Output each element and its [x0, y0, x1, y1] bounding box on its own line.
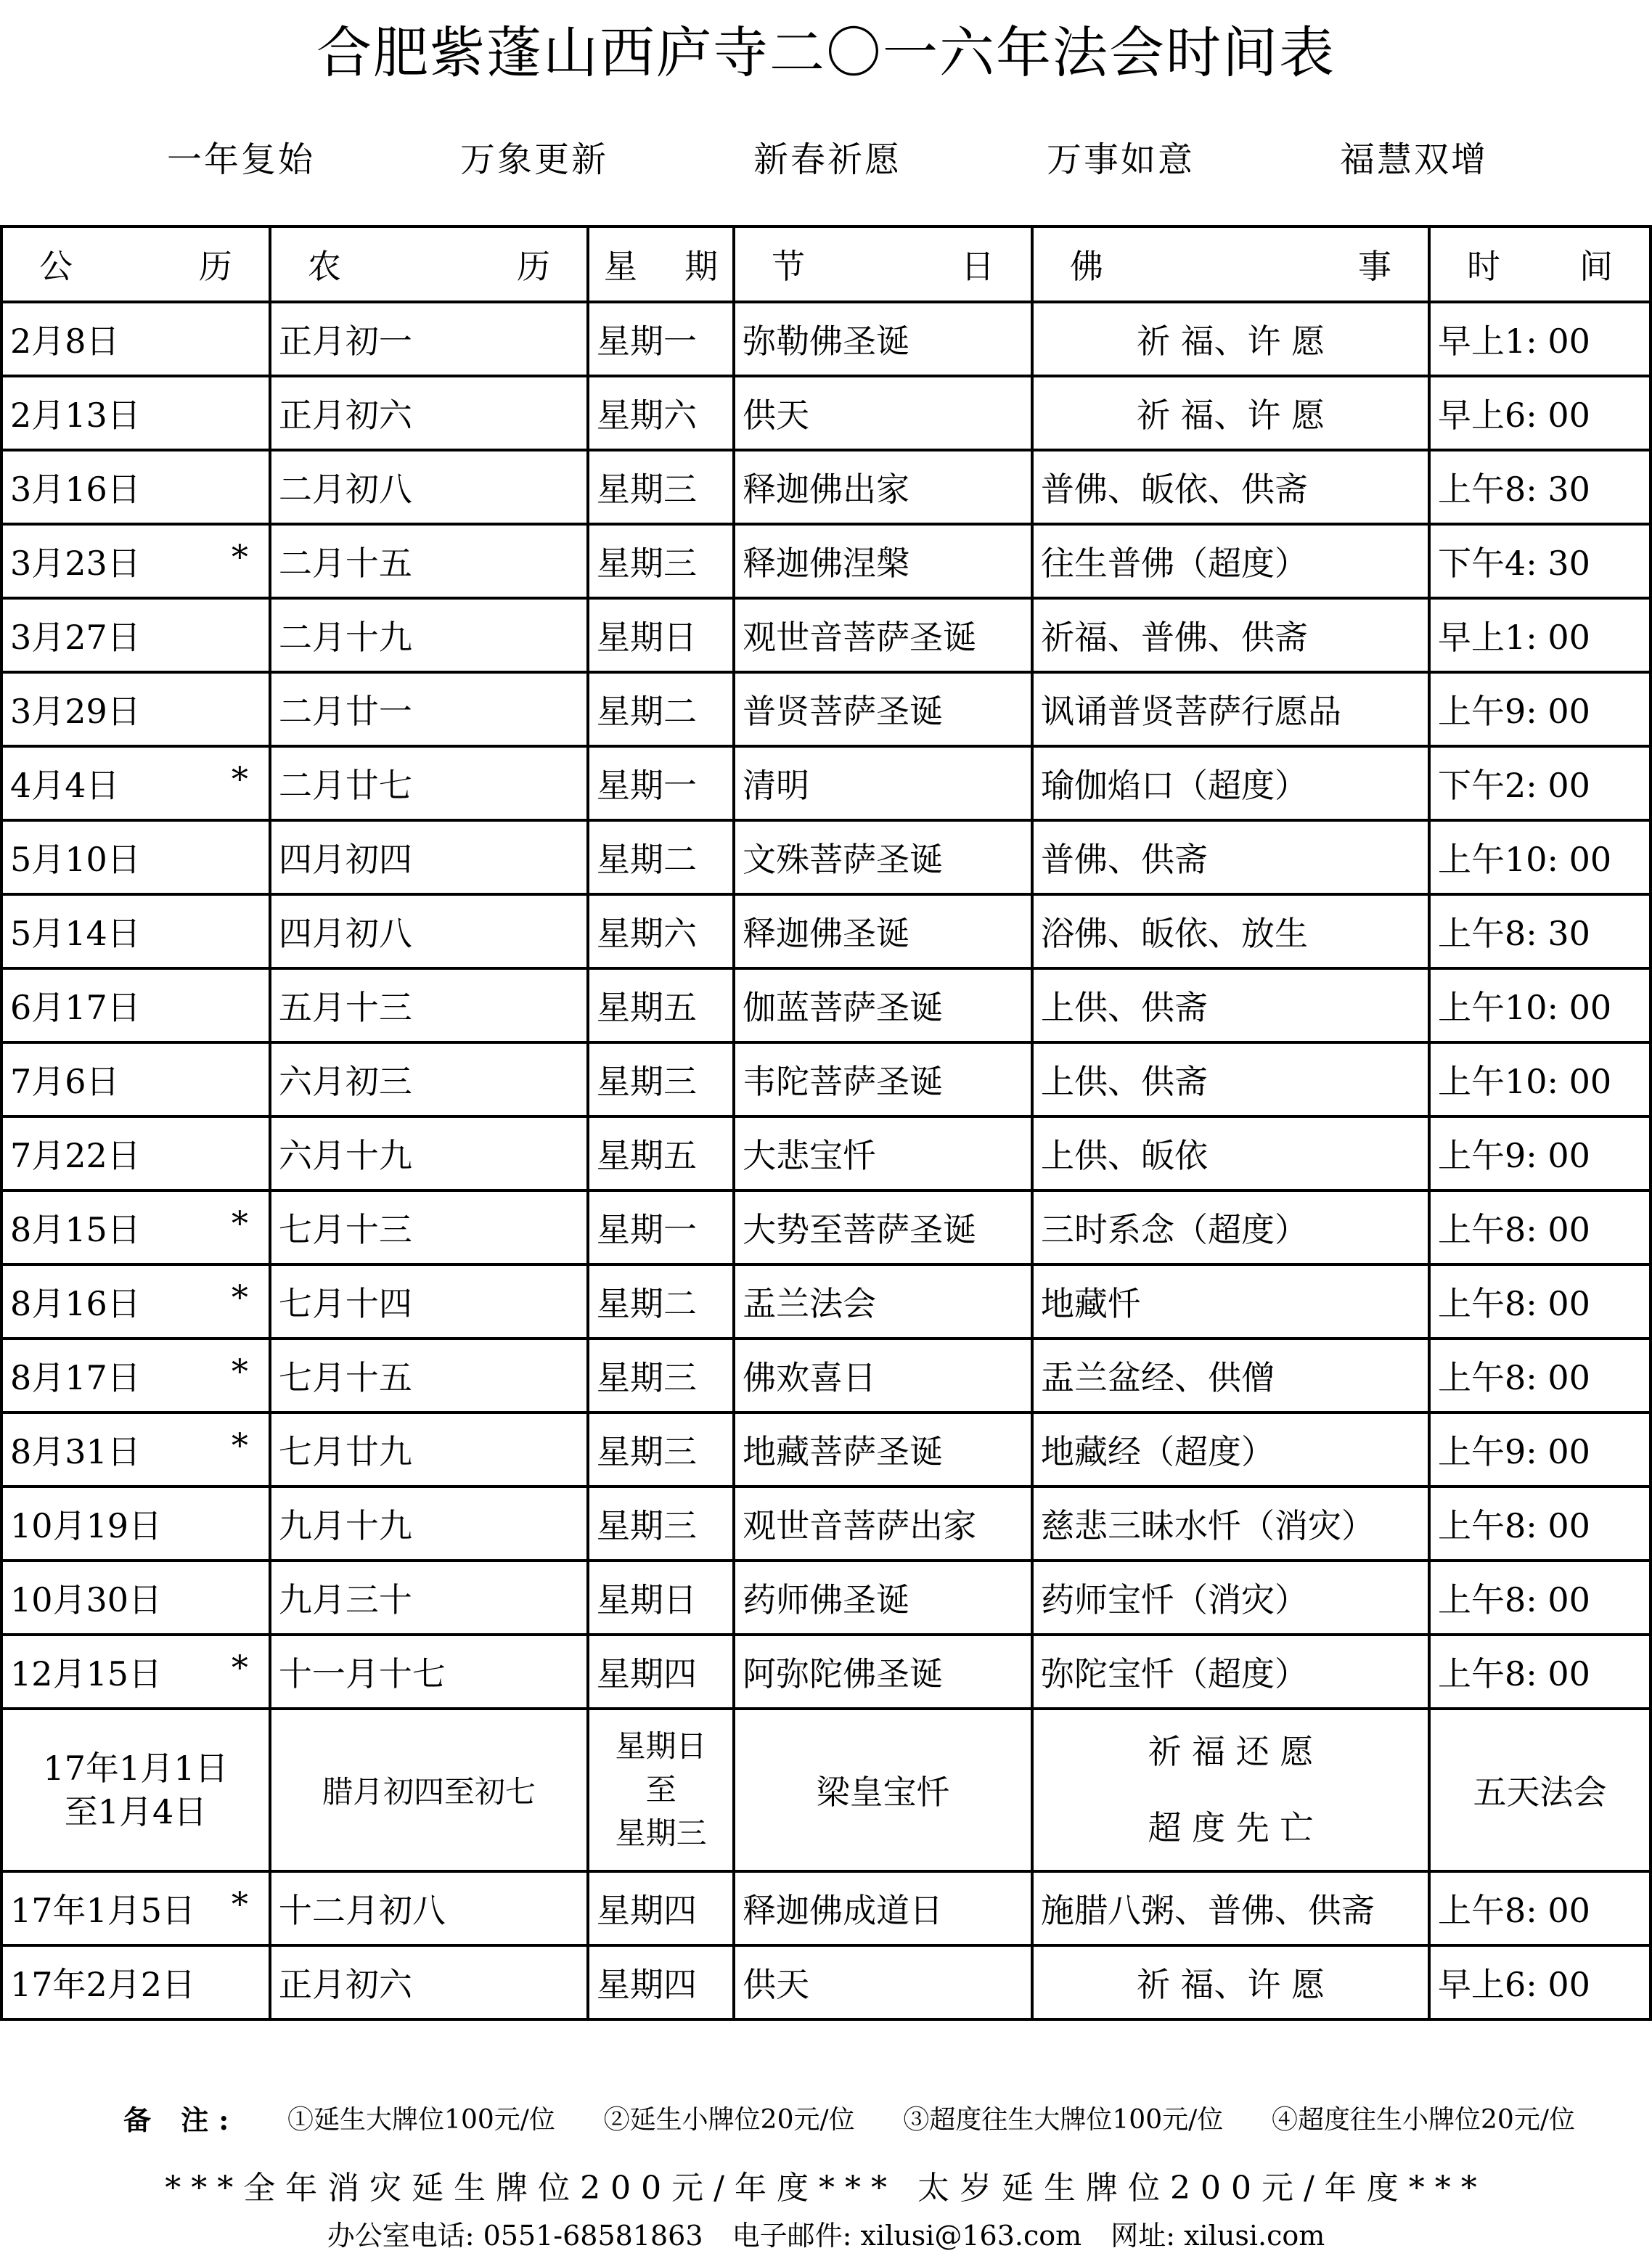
- weekday: 星期二: [588, 820, 734, 894]
- header-time: [1429, 226, 1651, 302]
- lunar-date: 二月廿七: [270, 746, 588, 820]
- festival: 供天: [734, 1945, 1032, 2019]
- solar-date-cell: [1, 1264, 270, 1339]
- weekday: 星期三: [588, 1339, 734, 1413]
- solar-date: 2月13日: [10, 396, 141, 435]
- solar-date-cell: [1, 1413, 270, 1487]
- weekday: 星期日: [588, 1561, 734, 1635]
- solar-date-cell: [1, 820, 270, 894]
- solar-date: 8月17日: [10, 1358, 141, 1397]
- weekday: 星期二: [588, 1264, 734, 1339]
- special-mark: [248, 1129, 261, 1177]
- solar-date-cell: [1, 1116, 270, 1190]
- solar-date: 3月29日: [10, 692, 141, 731]
- header-solar-date: [1, 226, 270, 302]
- special-mark: *: [231, 759, 248, 798]
- header-time-b: 间: [1579, 247, 1613, 286]
- header-solar-date-b: 历: [198, 247, 232, 286]
- festival: 阿弥陀佛圣诞: [734, 1635, 1032, 1709]
- solar-date: 12月15日: [10, 1654, 163, 1693]
- header-weekday-b: 期: [684, 247, 719, 286]
- service: 往生普佛（超度）: [1032, 524, 1429, 598]
- remarks-label: 备 注:: [123, 2104, 240, 2136]
- header-festival-b: 日: [960, 247, 994, 286]
- schedule-table: [0, 225, 1652, 2021]
- weekday: 星期六: [588, 894, 734, 968]
- solar-date: 7月6日: [10, 1062, 120, 1101]
- table-row: [1, 524, 1651, 598]
- table-row: [1, 1487, 1651, 1561]
- lunar-date: 七月十三: [270, 1190, 588, 1264]
- solar-date-cell: [1, 1042, 270, 1116]
- service: 祈 福、许 愿: [1032, 376, 1429, 450]
- time: 上午8: 00: [1429, 1190, 1651, 1264]
- weekday: 星期二: [588, 672, 734, 746]
- solar-date: 8月31日: [10, 1432, 141, 1471]
- time: 早上6: 00: [1429, 376, 1651, 450]
- time: 下午2: 00: [1429, 746, 1651, 820]
- solar-date-cell: [1, 450, 270, 524]
- table-row: [1, 1413, 1651, 1487]
- header-service-b: 事: [1358, 247, 1391, 286]
- time: 上午8: 30: [1429, 450, 1651, 524]
- lunar-date: 四月初八: [270, 894, 588, 968]
- header-row: [1, 226, 1651, 302]
- festival: 弥勒佛圣诞: [734, 302, 1032, 376]
- solar-date: 5月10日: [10, 840, 141, 879]
- header-festival: [734, 226, 1032, 302]
- table-row: [1, 1561, 1651, 1635]
- remarks: [123, 2098, 1575, 2138]
- special-mark: [248, 981, 261, 1029]
- solar-date-cell: [1, 1561, 270, 1635]
- table-row: [1, 302, 1651, 376]
- lunar-date: 六月十九: [270, 1116, 588, 1190]
- festival: 观世音菩萨出家: [734, 1487, 1032, 1561]
- festival: 大势至菩萨圣诞: [734, 1190, 1032, 1264]
- solar-date: 17年1月5日: [10, 1891, 196, 1930]
- lunar-date: 六月初三: [270, 1042, 588, 1116]
- tail-rows: [1, 1871, 1651, 2019]
- festival: 韦陀菩萨圣诞: [734, 1042, 1032, 1116]
- service: 普佛、供斋: [1032, 820, 1429, 894]
- solar-date: 17年2月2日: [10, 1965, 196, 2004]
- festival: 盂兰法会: [734, 1264, 1032, 1339]
- table-row: [1, 1190, 1651, 1264]
- slogan-2: 万象更新: [459, 139, 608, 180]
- weekday: 星期三: [588, 1487, 734, 1561]
- special-weekday-line2: 至: [645, 1772, 676, 1807]
- time: 上午8: 00: [1429, 1561, 1651, 1635]
- time: 上午9: 00: [1429, 1116, 1651, 1190]
- table-row: [1, 450, 1651, 524]
- solar-date-cell: [1, 1190, 270, 1264]
- solar-date: 2月8日: [10, 322, 120, 361]
- remark-item-2: ②延生小牌位20元/位: [603, 2105, 855, 2135]
- plaque-pricing-line: ***全年消灾延生牌位200元/年度*** 太岁延生牌位200元/年度***: [165, 2170, 1487, 2207]
- special-mark: *: [231, 1648, 248, 1687]
- festival: 佛欢喜日: [734, 1339, 1032, 1413]
- time: 上午9: 00: [1429, 1413, 1651, 1487]
- slogan-5: 福慧双增: [1339, 139, 1488, 180]
- solar-date-cell: [1, 1339, 270, 1413]
- special-service-line2: 超 度 先 亡: [1148, 1808, 1314, 1847]
- service: 普佛、皈依、供斋: [1032, 450, 1429, 524]
- special-mark: [248, 1958, 261, 2006]
- special-mark: [248, 611, 261, 659]
- special-festival: 梁皇宝忏: [734, 1709, 1032, 1871]
- weekday: 星期一: [588, 746, 734, 820]
- service: 三时系念（超度）: [1032, 1190, 1429, 1264]
- special-date-line1: 17年1月1日: [43, 1749, 229, 1788]
- special-mark: *: [231, 1203, 248, 1243]
- solar-date-cell: [1, 894, 270, 968]
- special-mark: [248, 907, 261, 955]
- solar-date: 8月16日: [10, 1284, 141, 1323]
- weekday: 星期三: [588, 450, 734, 524]
- table-row: [1, 820, 1651, 894]
- lunar-date: 九月十九: [270, 1487, 588, 1561]
- time: 上午8: 30: [1429, 894, 1651, 968]
- festival: 大悲宝忏: [734, 1116, 1032, 1190]
- table-row: [1, 1042, 1651, 1116]
- special-lunar: 腊月初四至初七: [270, 1709, 588, 1871]
- solar-date: 10月19日: [10, 1506, 163, 1545]
- header-lunar-date-b: 历: [516, 247, 550, 286]
- festival: 文殊菩萨圣诞: [734, 820, 1032, 894]
- lunar-date: 正月初六: [270, 376, 588, 450]
- special-mark: [248, 463, 261, 511]
- solar-date: 4月4日: [10, 766, 120, 805]
- festival: 供天: [734, 376, 1032, 450]
- header-lunar-date: [270, 226, 588, 302]
- festival: 药师佛圣诞: [734, 1561, 1032, 1635]
- weekday: 星期三: [588, 524, 734, 598]
- time: 下午4: 30: [1429, 524, 1651, 598]
- weekday: 星期六: [588, 376, 734, 450]
- header-festival-a: 节: [772, 247, 806, 286]
- header-solar-date-a: 公: [39, 247, 73, 286]
- slogan-row: [167, 131, 1488, 189]
- lunar-date: 七月十四: [270, 1264, 588, 1339]
- special-mark: [248, 389, 261, 437]
- solar-date: 3月27日: [10, 618, 141, 657]
- special-mark: *: [231, 1278, 248, 1317]
- festival: 观世音菩萨圣诞: [734, 598, 1032, 672]
- page-title: 合肥紫蓬山西庐寺二〇一六年法会时间表: [316, 20, 1336, 85]
- time: 上午10: 00: [1429, 1042, 1651, 1116]
- solar-date: 7月22日: [10, 1136, 141, 1175]
- header-service: [1032, 226, 1429, 302]
- time: 上午10: 00: [1429, 820, 1651, 894]
- lunar-date: 二月廿一: [270, 672, 588, 746]
- office-phone: 办公室电话: 0551-68581863: [327, 2220, 703, 2252]
- weekday: 星期三: [588, 1042, 734, 1116]
- solar-date: 10月30日: [10, 1580, 163, 1619]
- time: 上午8: 00: [1429, 1635, 1651, 1709]
- festival: 释迦佛涅槃: [734, 524, 1032, 598]
- weekday: 星期日: [588, 598, 734, 672]
- time: 早上6: 00: [1429, 1945, 1651, 2019]
- table-row: [1, 376, 1651, 450]
- special-mark: [248, 685, 261, 733]
- special-mark: *: [231, 1884, 248, 1924]
- lunar-date: 七月十五: [270, 1339, 588, 1413]
- table-row: [1, 1264, 1651, 1339]
- time: 上午9: 00: [1429, 672, 1651, 746]
- lunar-date: 十二月初八: [270, 1871, 588, 1945]
- service: 地藏忏: [1032, 1264, 1429, 1339]
- weekday: 星期一: [588, 1190, 734, 1264]
- special-service-line1: 祈 福 还 愿: [1148, 1732, 1314, 1771]
- service: 瑜伽焰口（超度）: [1032, 746, 1429, 820]
- table-row: [1, 672, 1651, 746]
- special-mark: [248, 1574, 261, 1622]
- special-weekday-line1: 星期日: [615, 1728, 707, 1764]
- lunar-date: 正月初六: [270, 1945, 588, 2019]
- special-date: [1, 1709, 270, 1871]
- solar-date: 5月14日: [10, 914, 141, 953]
- festival: 伽蓝菩萨圣诞: [734, 968, 1032, 1042]
- remark-item-3: ③超度往生大牌位100元/位: [903, 2105, 1224, 2135]
- weekday: 星期五: [588, 968, 734, 1042]
- schedule-rows: [1, 302, 1651, 1709]
- lunar-date: 二月初八: [270, 450, 588, 524]
- header-lunar-date-a: 农: [307, 247, 341, 286]
- lunar-date: 四月初四: [270, 820, 588, 894]
- service: 上供、供斋: [1032, 1042, 1429, 1116]
- service: 上供、供斋: [1032, 968, 1429, 1042]
- email-address: 电子邮件: xilusi@163.com: [732, 2220, 1082, 2252]
- solar-date-cell: [1, 746, 270, 820]
- table-row: [1, 1635, 1651, 1709]
- festival: 释迦佛成道日: [734, 1871, 1032, 1945]
- header-weekday-a: 星: [603, 247, 637, 286]
- table-row: [1, 1116, 1651, 1190]
- table-row: [1, 894, 1651, 968]
- lunar-date: 十一月十七: [270, 1635, 588, 1709]
- table-row: [1, 598, 1651, 672]
- special-block: [1, 1709, 1651, 1871]
- time: 上午10: 00: [1429, 968, 1651, 1042]
- special-row: [1, 1709, 1651, 1871]
- table-row: [1, 1339, 1651, 1413]
- solar-date-cell: [1, 672, 270, 746]
- special-weekday-line3: 星期三: [615, 1815, 707, 1851]
- service: 浴佛、皈依、放生: [1032, 894, 1429, 968]
- special-mark: [248, 1055, 261, 1103]
- slogan-4: 万事如意: [1046, 139, 1195, 180]
- special-weekday: [588, 1709, 734, 1871]
- special-service: [1032, 1709, 1429, 1871]
- weekday: 星期三: [588, 1413, 734, 1487]
- solar-date-cell: [1, 376, 270, 450]
- service: 祈 福、许 愿: [1032, 1945, 1429, 2019]
- service: 讽诵普贤菩萨行愿品: [1032, 672, 1429, 746]
- header-time-a: 时: [1467, 247, 1500, 286]
- solar-date: 3月16日: [10, 470, 141, 509]
- solar-date-cell: [1, 302, 270, 376]
- special-date-line2: 至1月4日: [64, 1792, 208, 1831]
- lunar-date: 二月十九: [270, 598, 588, 672]
- weekday: 星期四: [588, 1945, 734, 2019]
- table-row: [1, 1871, 1651, 1945]
- solar-date-cell: [1, 1945, 270, 2019]
- table-row: [1, 1945, 1651, 2019]
- special-mark: *: [231, 1426, 248, 1465]
- header-weekday: [588, 226, 734, 302]
- festival: 普贤菩萨圣诞: [734, 672, 1032, 746]
- special-mark: [248, 1500, 261, 1548]
- solar-date: 8月15日: [10, 1210, 141, 1249]
- remark-item-4: ④超度往生小牌位20元/位: [1272, 2105, 1575, 2135]
- solar-date-cell: [1, 1635, 270, 1709]
- time: 上午8: 00: [1429, 1339, 1651, 1413]
- special-mark: [248, 315, 261, 363]
- weekday: 星期一: [588, 302, 734, 376]
- solar-date: 6月17日: [10, 988, 141, 1027]
- solar-date-cell: [1, 598, 270, 672]
- time: 早上1: 00: [1429, 302, 1651, 376]
- slogan-3: 新春祈愿: [753, 139, 901, 180]
- time: 上午8: 00: [1429, 1487, 1651, 1561]
- solar-date-cell: [1, 524, 270, 598]
- website: 网址: xilusi.com: [1111, 2220, 1325, 2252]
- service: 祈福、普佛、供斋: [1032, 598, 1429, 672]
- lunar-date: 正月初一: [270, 302, 588, 376]
- time: 早上1: 00: [1429, 598, 1651, 672]
- lunar-date: 二月十五: [270, 524, 588, 598]
- festival: 释迦佛出家: [734, 450, 1032, 524]
- table-row: [1, 746, 1651, 820]
- service: 地藏经（超度）: [1032, 1413, 1429, 1487]
- lunar-date: 九月三十: [270, 1561, 588, 1635]
- remark-item-1: ①延生大牌位100元/位: [287, 2105, 555, 2135]
- solar-date: 3月23日: [10, 544, 141, 583]
- time: 上午8: 00: [1429, 1264, 1651, 1339]
- festival: 清明: [734, 746, 1032, 820]
- special-mark: [248, 833, 261, 881]
- service: 盂兰盆经、供僧: [1032, 1339, 1429, 1413]
- table-row: [1, 968, 1651, 1042]
- service: 药师宝忏（消灾）: [1032, 1561, 1429, 1635]
- weekday: 星期五: [588, 1116, 734, 1190]
- solar-date-cell: [1, 968, 270, 1042]
- solar-date-cell: [1, 1871, 270, 1945]
- service: 祈 福、许 愿: [1032, 302, 1429, 376]
- slogan-1: 一年复始: [167, 139, 316, 180]
- service: 施腊八粥、普佛、供斋: [1032, 1871, 1429, 1945]
- service: 慈悲三昧水忏（消灾）: [1032, 1487, 1429, 1561]
- service: 弥陀宝忏（超度）: [1032, 1635, 1429, 1709]
- special-mark: *: [231, 537, 248, 576]
- service: 上供、皈依: [1032, 1116, 1429, 1190]
- solar-date-cell: [1, 1487, 270, 1561]
- header-service-a: 佛: [1069, 247, 1103, 286]
- festival: 释迦佛圣诞: [734, 894, 1032, 968]
- lunar-date: 七月廿九: [270, 1413, 588, 1487]
- time: 上午8: 00: [1429, 1871, 1651, 1945]
- weekday: 星期四: [588, 1871, 734, 1945]
- special-mark: *: [231, 1352, 248, 1391]
- lunar-date: 五月十三: [270, 968, 588, 1042]
- weekday: 星期四: [588, 1635, 734, 1709]
- contact-line: [0, 2218, 1652, 2254]
- festival: 地藏菩萨圣诞: [734, 1413, 1032, 1487]
- special-time: 五天法会: [1429, 1709, 1651, 1871]
